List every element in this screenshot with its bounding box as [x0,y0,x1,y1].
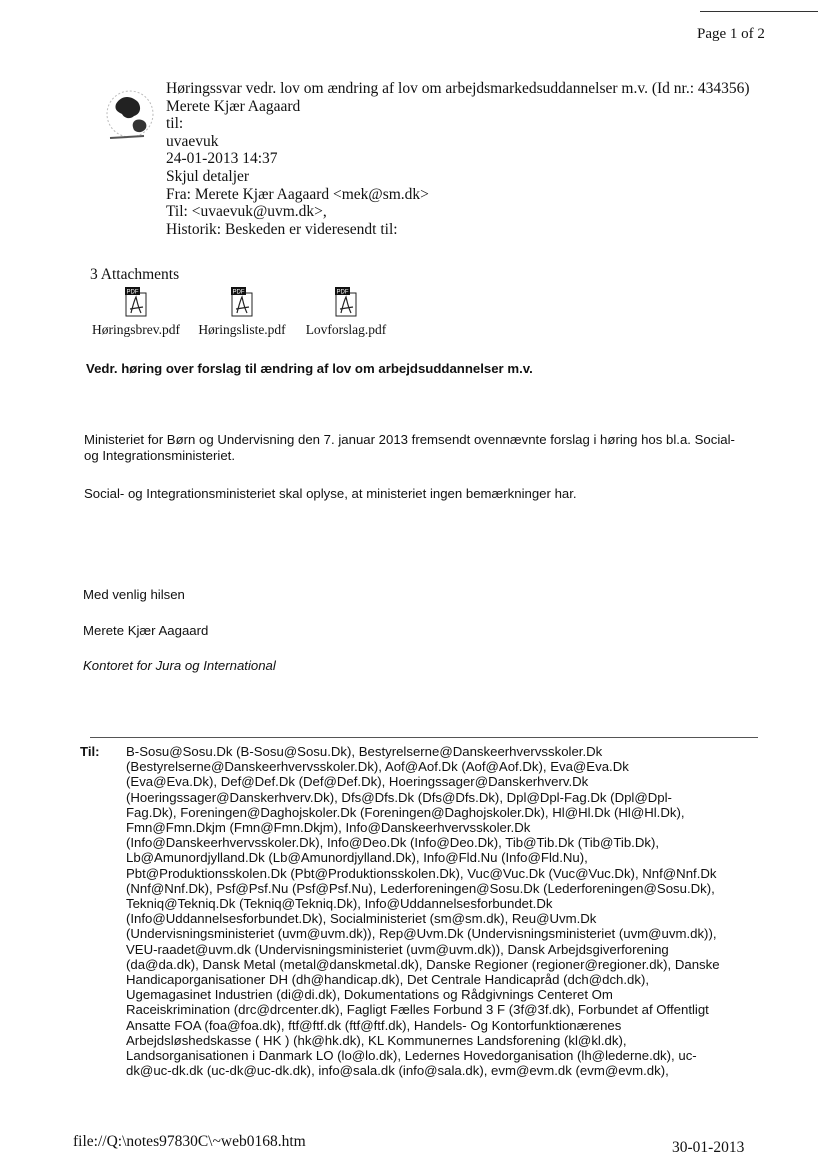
distribution-line: Pbt@Produktionsskolen.Dk (Pbt@Produktionsskolen.Dk), Vuc@Vuc.Dk (Vuc@Vuc.Dk), Nnf@Nnf.Dk [126,865,717,881]
attachment-filename[interactable]: Lovforslag.pdf [305,322,387,337]
svg-text:PDF: PDF [126,289,139,296]
distribution-line: Fag.Dk), Foreningen@Daghojskoler.Dk (Foreningen@Daghojskoler.Dk), Hl@Hl.Dk (Hl@Hl.Dk), [126,804,685,820]
distribution-line: Ansatte FOA (foa@foa.dk), ftf@ftf.dk (ftf@ftf.dk), Handels- Og Kontorfunktionærenes [126,1017,622,1033]
recipient-name: uvaevuk [166,132,219,150]
to-label: til: [166,115,184,133]
pdf-icon [335,287,357,317]
history-line: Historik: Beskeden er videresendt til: [166,220,398,238]
distribution-line: Lb@Amunordjylland.Dk (Lb@Amunordjylland.Dk), Info@Fld.Nu (Info@Fld.Nu), [126,850,588,866]
hide-details-link[interactable]: Skjul detaljer [166,167,250,185]
distribution-line: Fmn@Fmn.Dkjm (Fmn@Fmn.Dkjm), Info@Danskeerhvervsskoler.Dk [126,820,531,836]
avatar [100,84,160,146]
distribution-line: (da@da.dk), Dansk Metal (metal@danskmetal.dk), Danske Regioner (regioner@regioner.dk), Danske [126,956,720,972]
sender-name: Merete Kjær Aagaard [166,97,301,115]
distribution-line: Ugemagasinet Industrien (di@di.dk), Dokumentations og Rådgivnings Centeret Om [126,987,613,1003]
distribution-line: dk@uc-dk.dk (uc-dk@uc-dk.dk), info@sala.dk (info@sala.dk), evm@evm.dk (evm@evm.dk), [126,1063,669,1079]
distribution-line: (Hoeringssager@Danskerhverv.Dk), Dfs@Dfs.Dk (Dfs@Dfs.Dk), Dpl@Dpl-Fag.Dk (Dpl@Dpl- [126,789,672,805]
distribution-line: Handicaporganisationer DH (dh@handicap.dk), Det Centrale Handicapråd (dch@dch.dk), [126,972,650,988]
distribution-line: (Nnf@Nnf.Dk), Psf@Psf.Nu (Psf@Psf.Nu), Lederforeningen@Sosu.Dk (Lederforeningen@Sosu.Dk), [126,880,715,896]
distribution-line: (Eva@Eva.Dk), Def@Def.Dk (Def@Def.Dk), Hoeringssager@Danskerhverv.Dk [126,774,589,790]
from-line: Fra: Merete Kjær Aagaard <mek@sm.dk> [166,185,429,203]
greeting: Med venlig hilsen [83,587,185,602]
distribution-line: Arbejdsløshedskasse ( HK ) (hk@hk.dk), KL Kommunernes Landsforening (kl@kl.dk), [126,1032,627,1048]
footer-date: 30-01-2013 [672,1139,745,1156]
attachment-item[interactable] [298,287,394,338]
signature-name: Merete Kjær Aagaard [83,623,209,638]
top-rule [700,11,818,12]
distribution-label: Til: [80,744,100,759]
attachment-item[interactable] [86,287,186,338]
footer-file-path: file://Q:\notes97830C\~web0168.htm [73,1133,306,1150]
message-title: Vedr. høring over forslag til ændring af lov om arbejdsuddannelser m.v. [86,361,533,376]
svg-text:PDF: PDF [232,289,245,296]
distribution-list [126,744,758,1078]
distribution-line: (Info@Danskeerhvervsskoler.Dk), Info@Deo.Dk (Info@Deo.Dk), Tib@Tib.Dk (Tib@Tib.Dk), [126,835,660,851]
email-datetime: 24-01-2013 14:37 [166,150,278,168]
distribution-line: Landsorganisationen i Danmark LO (lo@lo.dk), Ledernes Hovedorganisation (lh@lederne.dk), uc- [126,1048,697,1064]
attachment-list [86,287,394,338]
attachment-filename[interactable]: Høringsbrev.pdf [92,322,180,337]
distribution-line: Tekniq@Tekniq.Dk (Tekniq@Tekniq.Dk), Info@Uddannelsesforbundet.Dk [126,896,553,912]
message-paragraph: Ministeriet for Børn og Undervisning den 7. januar 2013 fremsendt ovennævnte forslag i høring hos bl.a. Social- og Integrationsministeriet. [84,432,735,463]
divider [90,737,758,738]
attachment-item[interactable] [186,287,298,338]
distribution-line: (Bestyrelserne@Danskeerhvervsskoler.Dk), Aof@Aof.Dk (Aof@Aof.Dk), Eva@Eva.Dk [126,759,629,775]
page-number: Page 1 of 2 [697,26,765,42]
distribution-line: VEU-raadet@uvm.dk (Undervisningsministeriet (uvm@uvm.dk)), Dansk Arbejdsgiverforening [126,941,669,957]
globe-avatar-icon [100,84,160,146]
email-header [166,80,766,238]
email-subject: Høringssvar vedr. lov om ændring af lov om arbejdsmarkedsuddannelser m.v. (Id nr.: 434356) [166,80,750,97]
distribution-line: (Info@Uddannelsesforbundet.Dk), Socialministeriet (sm@sm.dk), Reu@Uvm.Dk [126,911,597,927]
distribution-line: B-Sosu@Sosu.Dk (B-Sosu@Sosu.Dk), Bestyrelserne@Danskeerhvervsskoler.Dk [126,744,603,759]
distribution-line: (Undervisningsministeriet (uvm@uvm.dk)), Rep@Uvm.Dk (Undervisningsministeriet (uvm@uvm.dk)), [126,926,717,942]
pdf-icon [125,287,147,317]
attachments-title: 3 Attachments [90,266,180,283]
svg-text:PDF: PDF [336,289,349,296]
distribution-line: Raceiskrimination (drc@drcenter.dk), Fagligt Fælles Forbund 3 F (3f@3f.dk), Forbundet af Offentligt [126,1002,709,1018]
signature-office: Kontoret for Jura og International [83,658,276,673]
to-line: Til: <uvaevuk@uvm.dk>, [166,203,327,221]
message-paragraph: Social- og Integrationsministeriet skal oplyse, at ministeriet ingen bemærkninger har. [84,486,577,501]
attachment-filename[interactable]: Høringsliste.pdf [198,322,286,337]
pdf-icon [231,287,253,317]
